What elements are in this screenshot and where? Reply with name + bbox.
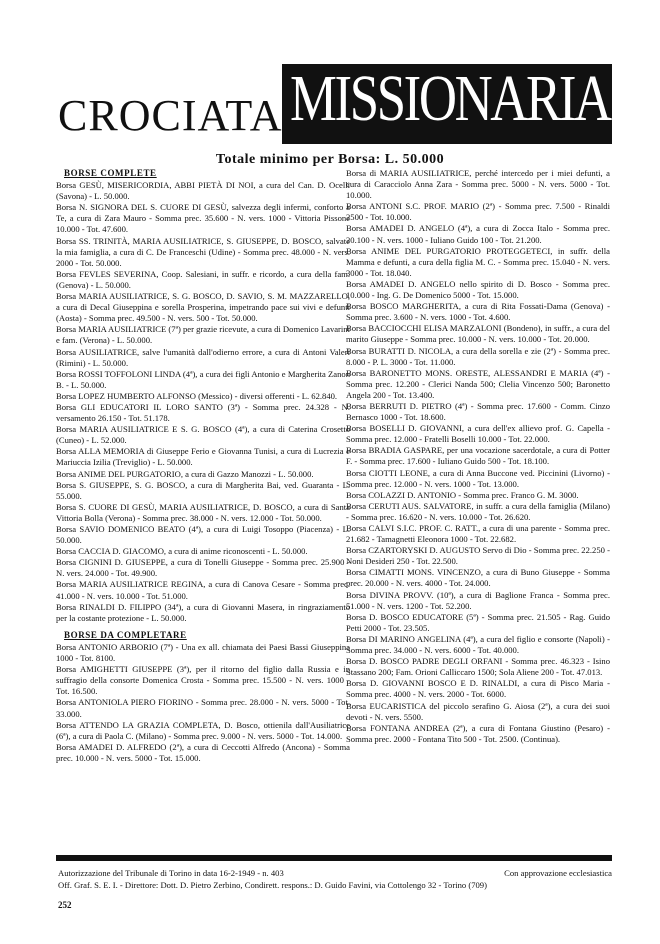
list-item: Borsa ROSSI TOFFOLONI LINDA (4ª), a cura dei figli Antonio e Margherita Zanon B. - L. 50.000. [56, 368, 350, 390]
list-item: Borsa BRADIA GASPARE, per una vocazione sacerdotale, a cura di Potter F. - Somma prec. 17.600 - Iuliano Guido 500 - Tot. 18.100. [346, 445, 610, 467]
list-item: Borsa GESÙ, MISERICORDIA, ABBI PIETÀ DI NOI, a cura del Can. D. Ocelli (Savona) - L. 50.000. [56, 180, 350, 202]
section-heading-borse-da-completare: BORSE DA COMPLETARE [64, 629, 187, 640]
list-item: Borsa CIGNINI D. GIUSEPPE, a cura di Tonelli Giuseppe - Somma prec. 25.900 - N. vers. 24.000 - Tot. 49.900. [56, 557, 350, 579]
list-item: Borsa D. BOSCO EDUCATORE (5ª) - Somma prec. 21.505 - Rag. Guido Petti 2000 - Tot. 23.505. [346, 611, 610, 633]
list-borse-complete [56, 180, 350, 624]
list-item: Borsa BOSCO MARGHERITA, a cura di Rita Fossati-Dama (Genova) - Somma prec. 3.600 - N. vers. 1000 - Tot. 4.600. [346, 301, 610, 323]
list-item: Borsa FONTANA ANDREA (2ª), a cura di Fontana Giustino (Pesaro) - Somma prec. 2000 - Fontana Tito 500 - Tot. 2500. (Continua). [346, 722, 610, 744]
list-item: Borsa FEVLES SEVERINA, Coop. Salesiani, in suffr. e ricordo, a cura della fam. (Genova) - L. 50.000. [56, 268, 350, 290]
list-item: Borsa ALLA MEMORIA di Giuseppe Ferio e Giovanna Tunisi, a cura di Lucrezia e Mariuccia Izilia (Treviglio) - L. 50.000. [56, 446, 350, 468]
list-item: Borsa SS. TRINITÀ, MARIA AUSILIATRICE, S. GIUSEPPE, D. BOSCO, salvate la mia famiglia, a cura di C. De Franceschi (Udine) - Somma prec. 48.000 - N. vers. 2000 - Tot. 50.000. [56, 235, 350, 268]
list-borse-right [346, 168, 610, 745]
list-item: Borsa BOSELLI D. GIOVANNI, a cura dell'ex allievo prof. G. Capella - Somma prec. 12.000 - Fratelli Boselli 10.000 - Tot. 22.000. [346, 423, 610, 445]
list-item: Borsa AMIGHETTI GIUSEPPE (3ª), per il ritorno del figlio dalla Russia e in suffragio della consorte Domenica Crosta - Somma prec. 15.500 - N. vers. 1000 - Tot. 16.500. [56, 664, 350, 697]
list-item: Borsa DIVINA PROVV. (10ª), a cura di Baglione Franca - Somma prec. 51.000 - N. vers. 1200 - Tot. 52.200. [346, 589, 610, 611]
list-item: Borsa COLAZZI D. ANTONIO - Somma prec. Franco G. M. 3000. [346, 489, 579, 500]
right-column [346, 168, 610, 745]
list-item: Borsa GLI EDUCATORI IL LORO SANTO (3ª) - Somma prec. 24.328 - N. versamento 26.150 - Tot. 51.178. [56, 401, 350, 424]
subtitle-totale-minimo: Totale minimo per Borsa: L. 50.000 [215, 152, 445, 167]
list-item: Borsa ANTONIOLA PIERO FIORINO - Somma prec. 28.000 - N. vers. 5000 - Tot. 33.000. [56, 697, 350, 719]
page-number: 252 [58, 900, 72, 910]
list-item: Borsa RINALDI D. FILIPPO (34ª), a cura di Giovanni Masera, in ringraziamento per la costante protezione - L. 50.000. [56, 601, 350, 623]
list-item: Borsa SAVIO DOMENICO BEATO (4ª), a cura di Luigi Tosoppo (Piacenza) - L. 50.000. [56, 524, 350, 546]
section-heading-borse-complete: BORSE COMPLETE [64, 168, 157, 178]
list-item: Borsa LOPEZ HUMBERTO ALFONSO (Messico) - diversi offerenti - L. 62.840. [56, 390, 338, 401]
list-item: Borsa AMADEI D. ANGELO (4ª), a cura di Zocca Italo - Somma prec. 20.100 - N. vers. 1000 - Iuliano Guido 100 - Tot. 21.200. [346, 223, 610, 245]
list-item: Borsa N. SIGNORA DEL S. CUORE DI GESÙ, salvezza degli infermi, conforto a Te, a cura di Zara Mauro - Somma prec. 35.600 - N. vers. 1000 - Vittoria Pissone 10.000 - Tot. 47.600. [56, 202, 350, 235]
list-item: Borsa CALVI S.I.C. PROF. C. RATT., a cura di una parente - Somma prec. 21.682 - Tamagnetti Eleonora 1000 - Tot. 22.682. [346, 523, 610, 545]
left-column [56, 168, 350, 764]
list-item: Borsa BACCIOCCHI ELISA MARZALONI (Bondeno), in suffr., a cura del marito Giuseppe - Somma prec. 10.000 - N. vers. 10.000 - Tot. 20.000. [346, 323, 610, 345]
list-item: Borsa MARIA AUSILIATRICE, S. G. BOSCO, D. SAVIO, S. M. MAZZARELLO, a cura di Decal Giuseppina e sorella Prosperina, impetrando pace sui vivi e defunti (Aosta) - Somma prec. 49.500 - N. vers. 500 - Tot. 50.000. [56, 291, 350, 324]
footer-approval: Con approvazione ecclesiastica [504, 868, 612, 878]
list-item: Borsa ANIME DEL PURGATORIO PROTEGGETECI, in suffr. della Mamma e defunti, a cura della figlia M. C. - Somma prec. 15.040 - N. vers. 3000 - Tot. 18.040. [346, 245, 610, 278]
list-item: Borsa BURATTI D. NICOLA, a cura della sorella e zie (2ª) - Somma prec. 8.000 - P. L. 3000 - Tot. 11.000. [346, 345, 610, 367]
list-item: Borsa CACCIA D. GIACOMO, a cura di anime riconoscenti - L. 50.000. [56, 546, 308, 557]
footer-printer: Off. Graf. S. E. I. - Direttore: Dott. D. Pietro Zerbino, Condirett. respons.: D. Guido Favini, via Cottolengo 32 - Torino (709) [58, 880, 487, 890]
list-item: Borsa CZARTORYSKI D. AUGUSTO Servo di Dio - Somma prec. 22.250 - Noni Desideri 250 - Tot. 22.500. [346, 545, 610, 567]
list-item: Borsa S. CUORE DI GESÙ, MARIA AUSILIATRICE, D. BOSCO, a cura di Santa Vittoria Bolla (Verona) - Somma prec. 38.000 - N. vers. 12.000 - Tot. 50.000. [56, 501, 350, 523]
footer-authorization: Autorizzazione del Tribunale di Torino in data 16-2-1949 - n. 403 [58, 868, 284, 878]
list-item: Borsa EUCARISTICA del piccolo serafino G. Aiosa (2ª), a cura dei suoi devoti - N. vers. 5500. [346, 700, 610, 722]
list-item: Borsa AMADEI D. ANGELO nello spirito di D. Bosco - Somma prec. 10.000 - Ing. G. De Domenico 5000 - Tot. 15.000. [346, 278, 610, 301]
list-item: Borsa CERUTI AUS. SALVATORE, in suffr. a cura della famiglia (Milano) - Somma prec. 16.620 - N. vers. 10.000 - Tot. 26.620. [346, 500, 610, 522]
list-item: Borsa S. GIUSEPPE, S. G. BOSCO, a cura di Margherita Bai, ved. Guaranta - L. 55.000. [56, 479, 350, 501]
list-item: Borsa AMADEI D. ALFREDO (2ª), a cura di Ceccotti Alfredo (Ancona) - Somma prec. 10.000 - N. vers. 5000 - Tot. 15.000. [56, 741, 350, 763]
footer-rule [56, 855, 612, 861]
list-item: Borsa BARONETTO MONS. ORESTE, ALESSANDRI E MARIA (4ª) - Somma prec. 12.200 - Clerici Nanda 500; Clelia Vincenzo 500; Baronetto Angela 200 - Tot. 13.400. [346, 367, 610, 400]
list-item: Borsa D. BOSCO PADRE DEGLI ORFANI - Somma prec. 46.323 - Isino Stassano 200; Fam. Orioni Calliccaro 1500; Sola Aliene 200 - Tot. 47.013. [346, 656, 610, 678]
list-item: Borsa ANTONIO ARBORIO (7ª) - Una ex all. chiamata dei Paesi Bassi Giuseppina 1000 - Tot. 8100. [56, 641, 350, 664]
list-item: Borsa ANTONI S.C. PROF. MARIO (2ª) - Somma prec. 7.500 - Rinaldi 2500 - Tot. 10.000. [346, 201, 610, 223]
list-item: Borsa AUSILIATRICE, salve l'umanità dall'odierno errore, a cura di Antoni Valeri (Rimini) - L. 50.000. [56, 346, 350, 368]
list-item: Borsa D. GIOVANNI BOSCO E D. RINALDI, a cura di Pisco Maria - Somma prec. 4000 - N. vers. 2000 - Tot. 6000. [346, 678, 610, 700]
list-item: Borsa DI MARINO ANGELINA (4ª), a cura del figlio e consorte (Napoli) - Somma prec. 34.000 - N. vers. 6000 - Tot. 40.000. [346, 633, 610, 656]
list-item: Borsa MARIA AUSILIATRICE E S. G. BOSCO (4ª), a cura di Caterina Crosetto (Cuneo) - L. 52.000. [56, 424, 350, 446]
list-borse-da-completare [56, 642, 350, 764]
list-item: Borsa BERRUTI D. PIETRO (4ª) - Somma prec. 17.600 - Comm. Cinzo Bernasco 1000 - Tot. 18.600. [346, 400, 610, 423]
list-item: Borsa ANIME DEL PURGATORIO, a cura di Gazzo Manozzi - L. 50.000. [56, 468, 314, 479]
list-item: Borsa CIMATTI MONS. VINCENZO, a cura di Buno Giuseppe - Somma prec. 20.000 - N. vers. 4000 - Tot. 24.000. [346, 567, 610, 589]
list-item: Borsa MARIA AUSILIATRICE (7ª) per grazie ricevute, a cura di Domenico Lavarini e fam. (Verona) - L. 50.000. [56, 324, 350, 346]
title-crociata: CROCIATA [58, 91, 283, 140]
list-item: Borsa ATTENDO LA GRAZIA COMPLETA, D. Bosco, ottienila dall'Ausiliatrice (6ª), a cura di Paola C. (Milano) - Somma prec. 9.000 - N. vers. 5000 - Tot. 14.000. [56, 719, 350, 741]
title-missionaria: MISSIONARIA [290, 62, 610, 135]
list-item: Borsa CIOTTI LEONE, a cura di Anna Buccone ved. Piccinini (Livorno) - Somma prec. 12.000 - N. vers. 1000 - Tot. 13.000. [346, 467, 610, 489]
list-item: Borsa di MARIA AUSILIATRICE, perché intercedo per i miei defunti, a cura di Caracciolo Anna Zara - Somma prec. 5000 - N. vers. 5000 - Tot. 10.000. [346, 168, 610, 201]
list-item: Borsa MARIA AUSILIATRICE REGINA, a cura di Canova Cesare - Somma prec. 41.000 - N. vers. 10.000 - Tot. 51.000. [56, 579, 350, 601]
